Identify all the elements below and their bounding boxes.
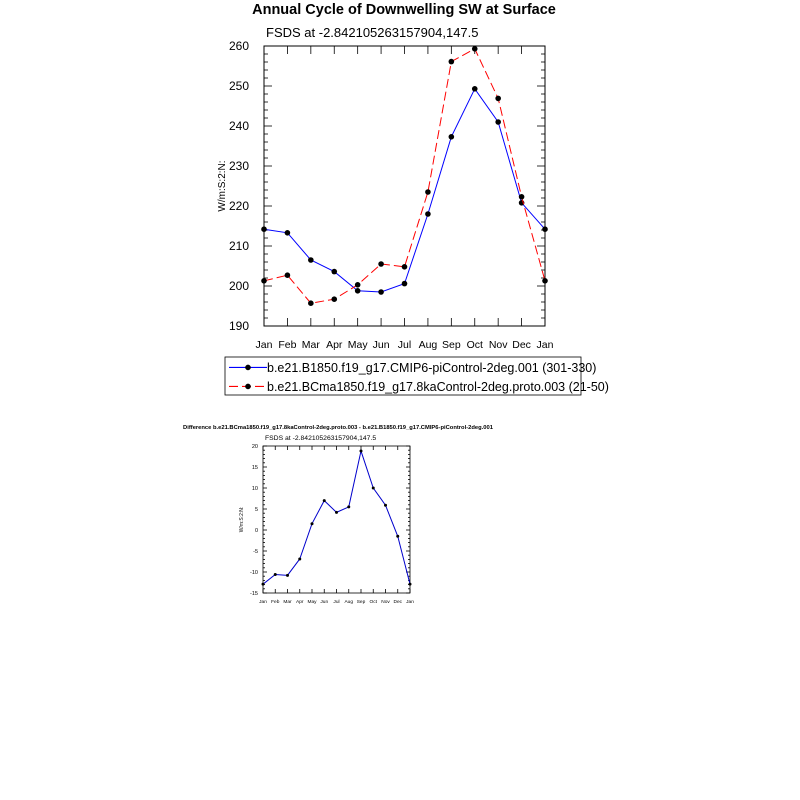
y-axis-label: W/m:S:2:N: [239, 506, 245, 533]
chart-subtitle: FSDS at -2.842105263157904,147.5 [265, 435, 377, 442]
series-1-point [323, 499, 326, 502]
y-tick-label: 10 [251, 485, 258, 492]
series-1-point [262, 583, 265, 586]
series-1-point [542, 226, 548, 232]
x-tick-label: Jun [320, 600, 329, 605]
chart-title: Difference b.e21.BCma1850.f19_g17.8kaControl-2deg.proto.003 - b.e21.B1850.f19_g17.CMIP6-piControl-2deg.001 [183, 425, 493, 431]
series-2-point [308, 300, 314, 306]
series-1-point [347, 505, 350, 508]
x-tick-label: Apr [326, 339, 343, 351]
series-1-point [449, 134, 455, 140]
series-1-point [298, 557, 301, 560]
series-1-point [285, 230, 291, 236]
y-tick-label: 260 [228, 39, 249, 54]
legend-marker [245, 384, 251, 390]
x-tick-label: Sep [441, 339, 461, 351]
x-tick-label: Jan [406, 600, 414, 605]
series-1-point [425, 211, 431, 217]
x-tick-label: May [307, 600, 317, 605]
y-tick-label: 210 [228, 239, 249, 254]
series-1-point [378, 289, 384, 295]
series-2-point [355, 282, 361, 288]
series-1-point [384, 504, 387, 507]
y-tick-label: -5 [253, 548, 258, 555]
y-tick-label: 230 [228, 159, 249, 174]
series-1-point [335, 511, 338, 514]
series-1-point [308, 257, 314, 263]
y-tick-label: 15 [251, 464, 258, 471]
series-2-point [449, 59, 455, 65]
x-tick-label: Aug [418, 339, 438, 351]
series-2-point [472, 46, 478, 52]
x-tick-label: Jan [536, 339, 554, 351]
x-tick-label: Apr [296, 600, 304, 605]
series-1-point [355, 288, 361, 294]
x-tick-label: Jun [372, 339, 390, 351]
x-tick-label: Aug [344, 600, 354, 605]
legend-label-1: b.e21.B1850.f19_g17.CMIP6-piControl-2deg.001 (301-330) [267, 360, 597, 375]
series-1-point [402, 281, 408, 287]
y-tick-label: 200 [228, 279, 249, 294]
chart-title: Annual Cycle of Downwelling SW at Surface [252, 2, 556, 18]
y-tick-label: 5 [254, 506, 258, 513]
series-1-point [472, 86, 478, 92]
series-line-1 [263, 451, 410, 584]
series-1-point [409, 583, 412, 586]
series-1-point [372, 487, 375, 490]
y-tick-label: 240 [228, 119, 249, 134]
series-1-point [274, 573, 277, 576]
series-2-point [261, 278, 267, 284]
legend [225, 357, 609, 395]
y-tick-label: 250 [228, 79, 249, 94]
series-line-1 [264, 89, 545, 292]
y-tick-label: -15 [250, 590, 258, 597]
x-tick-label: Mar [301, 339, 320, 351]
x-tick-label: Jul [397, 339, 412, 351]
x-tick-label: Sep [356, 600, 366, 605]
x-tick-label: Jul [333, 600, 340, 605]
x-tick-label: Jan [259, 600, 267, 605]
x-tick-label: Oct [369, 600, 377, 605]
x-tick-label: May [347, 339, 368, 351]
chart-1 [217, 2, 609, 395]
y-tick-label: 220 [228, 199, 249, 214]
series-1-point [286, 574, 289, 577]
y-axis-label: W/m:S:2:N: [217, 160, 228, 212]
x-tick-label: Nov [381, 600, 390, 605]
legend-label-2: b.e21.BCma1850.f19_g17.8kaControl-2deg.proto.003 (21-50) [267, 379, 609, 394]
series-1-point [396, 535, 399, 538]
series-1-point [331, 269, 337, 275]
y-tick-label: 190 [228, 319, 249, 334]
x-tick-label: Feb [271, 600, 280, 605]
chart-2 [183, 425, 494, 605]
series-1-point [261, 226, 267, 232]
plot-frame [263, 446, 410, 593]
series-2-point [285, 272, 291, 278]
x-tick-label: Mar [283, 600, 292, 605]
x-tick-label: Jan [255, 339, 273, 351]
series-2-point [542, 278, 548, 284]
x-tick-label: Dec [512, 339, 531, 351]
series-2-point [425, 189, 431, 195]
series-2-point [495, 96, 501, 102]
series-2-point [331, 296, 337, 302]
series-2-point [519, 194, 525, 200]
x-tick-label: Dec [393, 600, 403, 605]
series-2-point [402, 264, 408, 270]
legend-marker [245, 365, 251, 371]
x-tick-label: Feb [278, 339, 297, 351]
series-1-point [360, 450, 363, 453]
x-tick-label: Nov [488, 339, 508, 351]
y-tick-label: -10 [250, 569, 258, 576]
chart-subtitle: FSDS at -2.842105263157904,147.5 [266, 25, 479, 40]
y-tick-label: 0 [254, 527, 258, 534]
series-1-point [311, 522, 314, 525]
series-2-point [378, 261, 384, 267]
y-tick-label: 20 [251, 443, 258, 450]
x-tick-label: Oct [466, 339, 483, 351]
series-1-point [495, 119, 501, 125]
